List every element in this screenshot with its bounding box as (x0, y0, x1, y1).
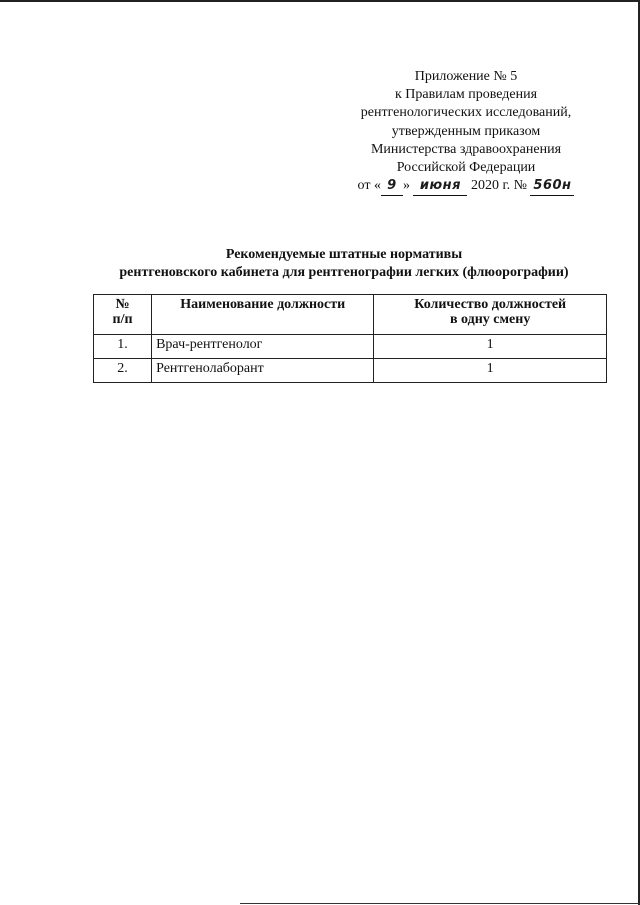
table-row (94, 359, 607, 383)
handwritten-day-text: 9 (387, 178, 397, 194)
row-count: 1 (374, 359, 607, 383)
handwritten-month-text: июня (419, 178, 461, 194)
header-num-line-2: п/п (112, 312, 133, 327)
appendix-line: Министерства здравоохранения (370, 141, 562, 157)
order-date-line (348, 177, 584, 196)
title-line-2: рентгеновского кабинета для рентгенографии легких (флюорографии) (119, 264, 569, 280)
scan-edge-top (0, 0, 640, 2)
header-name: Наименование должности (152, 295, 374, 335)
title-line-1: Рекомендуемые штатные нормативы (225, 247, 463, 262)
date-prefix: от « (357, 178, 381, 194)
row-position: Рентгенолаборант (152, 359, 374, 383)
date-mid: » (402, 178, 410, 194)
handwritten-day (381, 177, 403, 196)
row-position: Врач-рентгенолог (152, 335, 374, 359)
handwritten-order-number (530, 177, 574, 196)
row-num: 1. (94, 335, 152, 359)
handwritten-month (413, 177, 467, 196)
header-count (374, 295, 607, 335)
scan-edge-bottom (240, 903, 640, 904)
row-num: 2. (94, 359, 152, 383)
appendix-line: утвержденным приказом (391, 123, 541, 139)
appendix-line: Приложение № 5 (414, 69, 518, 84)
appendix-block (348, 68, 584, 196)
table-header-row (94, 295, 607, 335)
year-text: 2020 г. № (470, 178, 527, 194)
header-count-line-1: Количество должностей (414, 297, 567, 312)
staff-table (93, 294, 607, 383)
appendix-line: рентгенологических исследований, (360, 105, 572, 121)
appendix-line: к Правилам проведения (394, 87, 538, 103)
table-row (94, 335, 607, 359)
header-count-line-2: в одну смену (450, 312, 531, 327)
handwritten-order-number-text: 560н (533, 178, 572, 194)
appendix-line: Российской Федерации (396, 160, 536, 176)
header-num-line-1: № (115, 297, 130, 312)
header-num (94, 295, 152, 335)
document-title (60, 246, 628, 281)
row-count: 1 (374, 335, 607, 359)
